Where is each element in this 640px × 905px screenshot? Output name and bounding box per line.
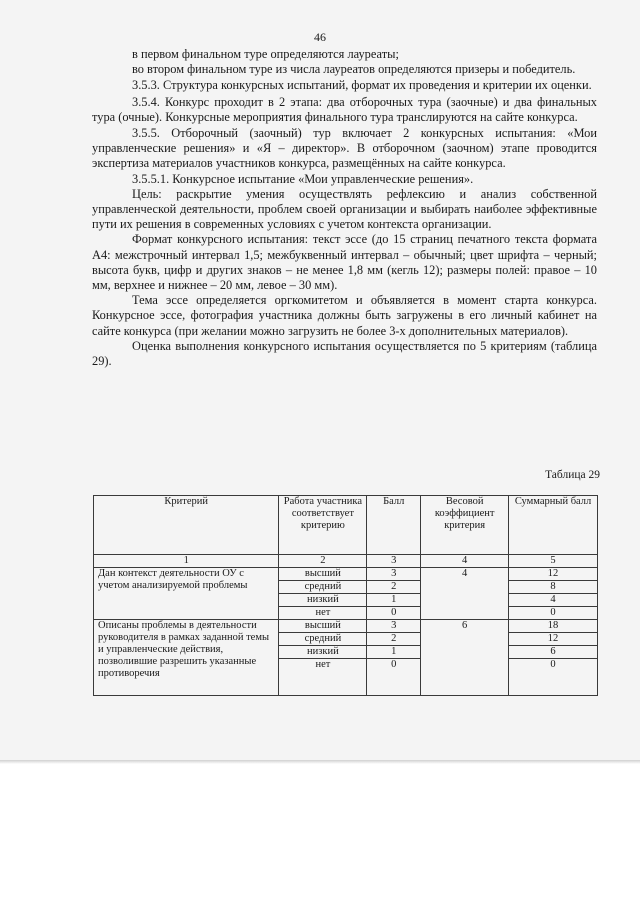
criteria-table <box>93 495 598 696</box>
header-cell: Балл <box>367 496 421 555</box>
table-caption: Таблица 29 <box>545 469 600 481</box>
score-cell: 1 <box>367 594 421 607</box>
total-cell: 4 <box>509 594 598 607</box>
page-edge <box>0 760 640 764</box>
total-cell: 6 <box>509 646 598 659</box>
score-cell: 0 <box>367 659 421 696</box>
header-cell: Работа участника соответствует критерию <box>279 496 367 555</box>
paragraph: в первом финальном туре определяются лауреаты; <box>132 47 399 61</box>
table-row <box>94 568 598 581</box>
total-cell: 8 <box>509 581 598 594</box>
weight-cell: 6 <box>421 620 509 696</box>
column-number: 3 <box>367 555 421 568</box>
score-cell: 2 <box>367 581 421 594</box>
score-cell: 3 <box>367 620 421 633</box>
column-number: 5 <box>509 555 598 568</box>
header-cell: Критерий <box>94 496 279 555</box>
level-cell: высший <box>279 620 367 633</box>
paragraph: Формат конкурсного испытания: текст эссе (до 15 страниц печатного текста формата А4: межстрочный интервал 1,5; межбуквенный интервал – обычный; цвет шрифта – черный; высота букв, цифр и других знаков – не менее 1,8 мм (кегль 12); размеры полей: правое – 10 мм, верхнее и нижнее – 20 мм, левое – 30 мм). <box>92 232 597 293</box>
total-cell: 0 <box>509 659 598 696</box>
level-cell: низкий <box>279 594 367 607</box>
column-number: 4 <box>421 555 509 568</box>
total-cell: 12 <box>509 633 598 646</box>
document-body <box>92 47 597 369</box>
score-cell: 3 <box>367 568 421 581</box>
level-cell: нет <box>279 659 367 696</box>
paragraph: 3.5.4. Конкурс проходит в 2 этапа: два отборочных тура (заочные) и два финальных тура (очные). Конкурсные мероприятия финального тура транслируются на сайте конкурса. <box>92 94 597 124</box>
total-cell: 18 <box>509 620 598 633</box>
criterion-name: Описаны проблемы в деятельности руководителя в рамках заданной темы и управленческие действия, позволившие разрешить указанные противоречия <box>94 620 279 696</box>
header-cell: Весовой коэффициент критерия <box>421 496 509 555</box>
paragraph: во втором финальном туре из числа лауреатов определяются призеры и победитель. <box>132 62 576 77</box>
column-number: 1 <box>94 555 279 568</box>
table-header-row <box>94 496 598 555</box>
criterion-name: Дан контекст деятельности ОУ с учетом анализируемой проблемы <box>94 568 279 620</box>
column-number: 2 <box>279 555 367 568</box>
table-row <box>94 620 598 633</box>
level-cell: средний <box>279 581 367 594</box>
score-cell: 0 <box>367 607 421 620</box>
header-cell: Суммарный балл <box>509 496 598 555</box>
paragraph: Цель: раскрытие умения осуществлять рефлексию и анализ собственной управленческой деятельности, проблем своей организации и выбирать наиболее эффективные пути их решения в современных условиях с учетом контекста организации. <box>92 186 597 232</box>
total-cell: 12 <box>509 568 598 581</box>
level-cell: нет <box>279 607 367 620</box>
paragraph: 3.5.5. Отборочный (заочный) тур включает 2 конкурсных испытания: «Мои управленческие решения» и «Я – директор». В отборочном (заочном) этапе проводится экспертиза материалов участников конкурса, размещённых на сайте конкурса. <box>92 126 597 171</box>
column-number-row <box>94 555 598 568</box>
section-heading: 3.5.5.1. Конкурсное испытание «Мои управленческие решения». <box>132 171 474 186</box>
section-heading: 3.5.3. Структура конкурсных испытаний, формат их проведения и критерии их оценки. <box>132 78 592 93</box>
paragraph: Оценка выполнения конкурсного испытания осуществляется по 5 критериям (таблица 29). <box>92 338 597 369</box>
page-number: 46 <box>314 30 326 44</box>
score-cell: 1 <box>367 646 421 659</box>
paragraph: Тема эссе определяется оргкомитетом и объявляется в момент старта конкурса. Конкурсное эссе, фотография участника должны быть загружены в его личный кабинет на сайте конкурса (при желании можно загрузить не более 3-х дополнительных материалов). <box>92 293 597 338</box>
level-cell: средний <box>279 633 367 646</box>
weight-cell: 4 <box>421 568 509 620</box>
level-cell: низкий <box>279 646 367 659</box>
level-cell: высший <box>279 568 367 581</box>
score-cell: 2 <box>367 633 421 646</box>
total-cell: 0 <box>509 607 598 620</box>
